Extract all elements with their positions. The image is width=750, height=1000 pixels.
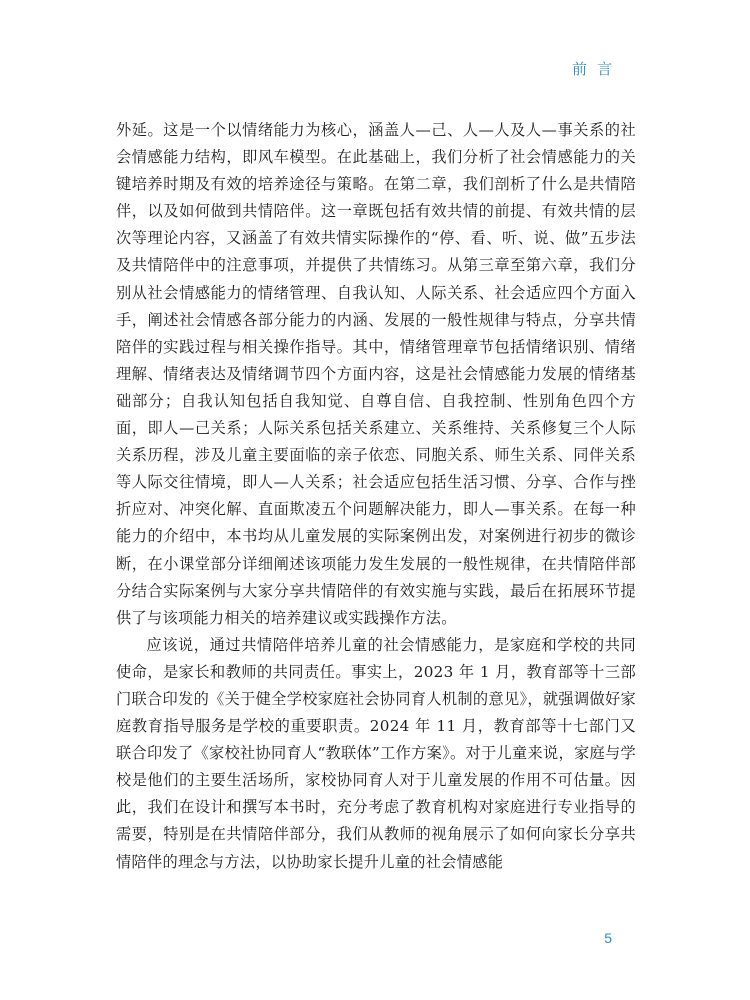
paragraph-home-school: 应该说，通过共情陪伴培养儿童的社会情感能力，是家庭和学校的共同使命，是家长和教师的共同责任。事实上，2023 年 1 月，教育部等十三部门联合印发的《关于健全学校家庭社会协同育人机制的意见》，就强调做好家庭教育指导服务是学校的重要职责。2024 年 11 月，教育部等十七部门又联合印发了《家校社协同育人“教联体”工作方案》。对于儿童来说，家庭与学校是他们的主要生活场所，家校协同育人对于儿童发展的作用不可估量。因此，我们在设计和撰写本书时，充分考虑了教育机构对家庭进行专业指导的需要，特别是在共情陪伴部分，我们从教师的视角展示了如何向家长分享共情陪伴的理念与方法，以协助家长提升儿童的社会情感能 xyxy=(116,635,636,871)
page-number: 5 xyxy=(604,930,612,946)
running-head-title: 前言 xyxy=(571,60,622,78)
body-text xyxy=(116,117,636,876)
paragraph-continuation: 外延。这是一个以情绪能力为核心，涵盖人—己、人—人及人—事关系的社会情感能力结构，即风车模型。在此基础上，我们分析了社会情感能力的关键培养时期及有效的培养途径与策略。在第二章，我们剖析了什么是共情陪伴，以及如何做到共情陪伴。这一章既包括有效共情的前提、有效共情的层次等理论内容，又涵盖了有效共情实际操作的“停、看、听、说、做”五步法及共情陪伴中的注意事项，并提供了共情练习。从第三章至第六章，我们分别从社会情感能力的情绪管理、自我认知、人际关系、社会适应四个方面入手，阐述社会情感各部分能力的内涵、发展的一般性规律与特点，分享共情陪伴的实践过程与相关操作指导。其中，情绪管理章节包括情绪识别、情绪理解、情绪表达及情绪调节四个方面内容，这是社会情感能力发展的情绪基础部分；自我认知包括自我知觉、自尊自信、自我控制、性别角色四个方面，即人—己关系；人际关系包括关系建立、关系维持、关系修复三个人际关系历程，涉及儿童主要面临的亲子依恋、同胞关系、师生关系、同伴关系等人际交往情境，即人—人关系；社会适应包括生活习惯、分享、合作与挫折应对、冲突化解、直面欺凌五个问题解决能力，即人—事关系。在每一种能力的介绍中，本书均从儿童发展的实际案例出发，对案例进行初步的微诊断，在小课堂部分详细阐述该项能力发生发展的一般性规律，在共情陪伴部分结合实际案例与大家分享共情陪伴的有效实施与实践，最后在拓展环节提供了与该项能力相关的培养建议或实践操作方法。 xyxy=(116,121,636,627)
